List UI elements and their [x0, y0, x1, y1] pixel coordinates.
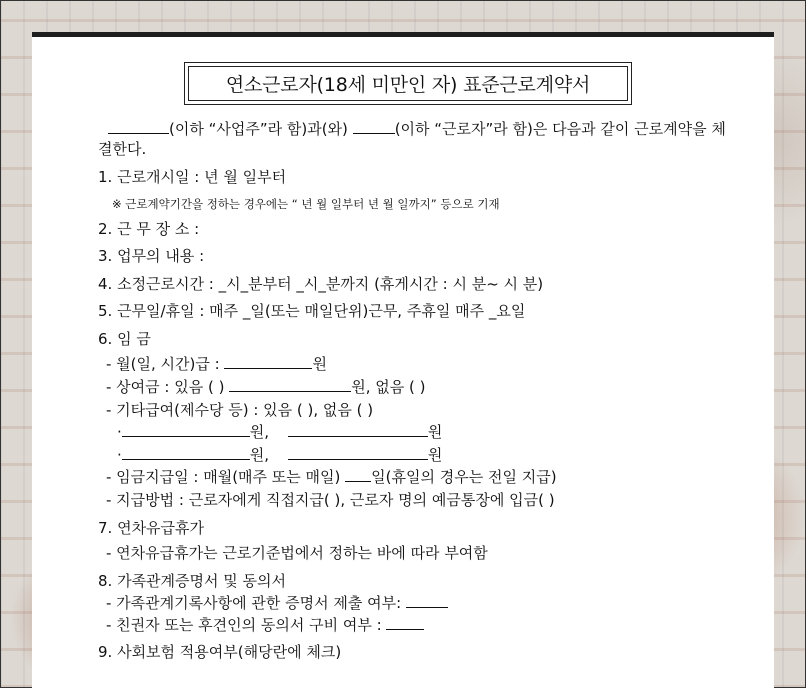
family-cert-blank[interactable]: [406, 593, 448, 608]
payday-rule: 일(휴일의 경우는 전일 지급): [371, 468, 557, 486]
intro-line-1: [108, 119, 726, 139]
other-pay-row-2: [117, 445, 442, 465]
other-pay-blank-2[interactable]: [288, 422, 428, 437]
wage-base-label: - 월(일, 시간)급 :: [106, 355, 220, 373]
wage-base-line: [106, 354, 327, 374]
employee-blank[interactable]: [353, 119, 395, 134]
contract-document: [32, 32, 774, 688]
employer-blank[interactable]: [108, 119, 169, 134]
bonus-line: [106, 377, 426, 397]
other-pay-line: - 기타급여(제수당 등) : 있음 ( ), 없음 ( ): [106, 401, 374, 419]
pay-method-line: - 지급방법 : 근로자에게 직접지급( ), 근로자 명의 예금통장에 입금( ): [106, 491, 555, 509]
bullet-dot: ·: [117, 423, 122, 441]
other-pay-row-1: [117, 422, 442, 442]
wage-base-unit: 원: [312, 355, 327, 373]
social-insurance-header: 9. 사회보험 적용여부(해당란에 체크): [98, 643, 342, 661]
item-start-date: 1. 근로개시일 : 년 월 일부터: [98, 168, 287, 186]
guardian-consent-label: - 친권자 또는 후견인의 동의서 구비 여부 :: [106, 616, 382, 634]
family-cert-line: [106, 593, 448, 613]
item-start-date-note: ※ 근로계약기간을 정하는 경우에는 “ 년 월 일부터 년 월 일까지” 등으로 기재: [112, 197, 500, 211]
won-unit: 원,: [249, 423, 270, 441]
intro-employer-text: (이하 “사업주”라 함)과(와): [169, 120, 348, 138]
won-unit: 원,: [249, 446, 270, 464]
payday-line: [106, 467, 557, 487]
item-hours: 4. 소정근로시간 : _시_분부터 _시_분까지 (휴게시간 : 시 분~ 시 분): [98, 275, 544, 293]
bonus-label: - 상여금 : 있음 ( ): [106, 378, 225, 396]
intro-line-2: 결한다.: [98, 140, 147, 158]
won-unit: 원: [427, 423, 443, 441]
document-title: 연소근로자(18세 미만인 자) 표준근로계약서: [188, 66, 628, 101]
other-pay-blank-4[interactable]: [288, 445, 428, 460]
bullet-dot: ·: [117, 446, 122, 464]
family-docs-header: 8. 가족관계증명서 및 동의서: [98, 572, 287, 590]
intro-employee-text: (이하 “근로자”라 함)은 다음과 같이 근로계약을 체: [394, 120, 726, 138]
other-pay-blank-1[interactable]: [122, 422, 250, 437]
other-pay-blank-3[interactable]: [122, 445, 250, 460]
item-workdays: 5. 근무일/휴일 : 매주 _일(또는 매일단위)근무, 주휴일 매주 _요일: [98, 302, 526, 320]
wage-header: 6. 임 금: [98, 330, 151, 348]
title-box: [184, 62, 632, 105]
bonus-blank[interactable]: [229, 377, 351, 392]
won-unit: 원: [427, 446, 443, 464]
payday-blank[interactable]: [345, 467, 371, 482]
guardian-consent-blank[interactable]: [386, 615, 424, 630]
payday-label: - 임금지급일 : 매월(매주 또는 매일): [106, 468, 341, 486]
bonus-unit: 원, 없음 ( ): [351, 378, 426, 396]
annual-leave-text: - 연차유급휴가는 근로기준법에서 정하는 바에 따라 부여함: [106, 544, 488, 562]
wage-base-blank[interactable]: [224, 354, 312, 369]
annual-leave-header: 7. 연차유급휴가: [98, 519, 205, 537]
family-cert-label: - 가족관계기록사항에 관한 증명서 제출 여부:: [106, 594, 402, 612]
item-duties: 3. 업무의 내용 :: [98, 247, 205, 265]
guardian-consent-line: [106, 615, 424, 635]
item-workplace: 2. 근 무 장 소 :: [98, 220, 200, 238]
